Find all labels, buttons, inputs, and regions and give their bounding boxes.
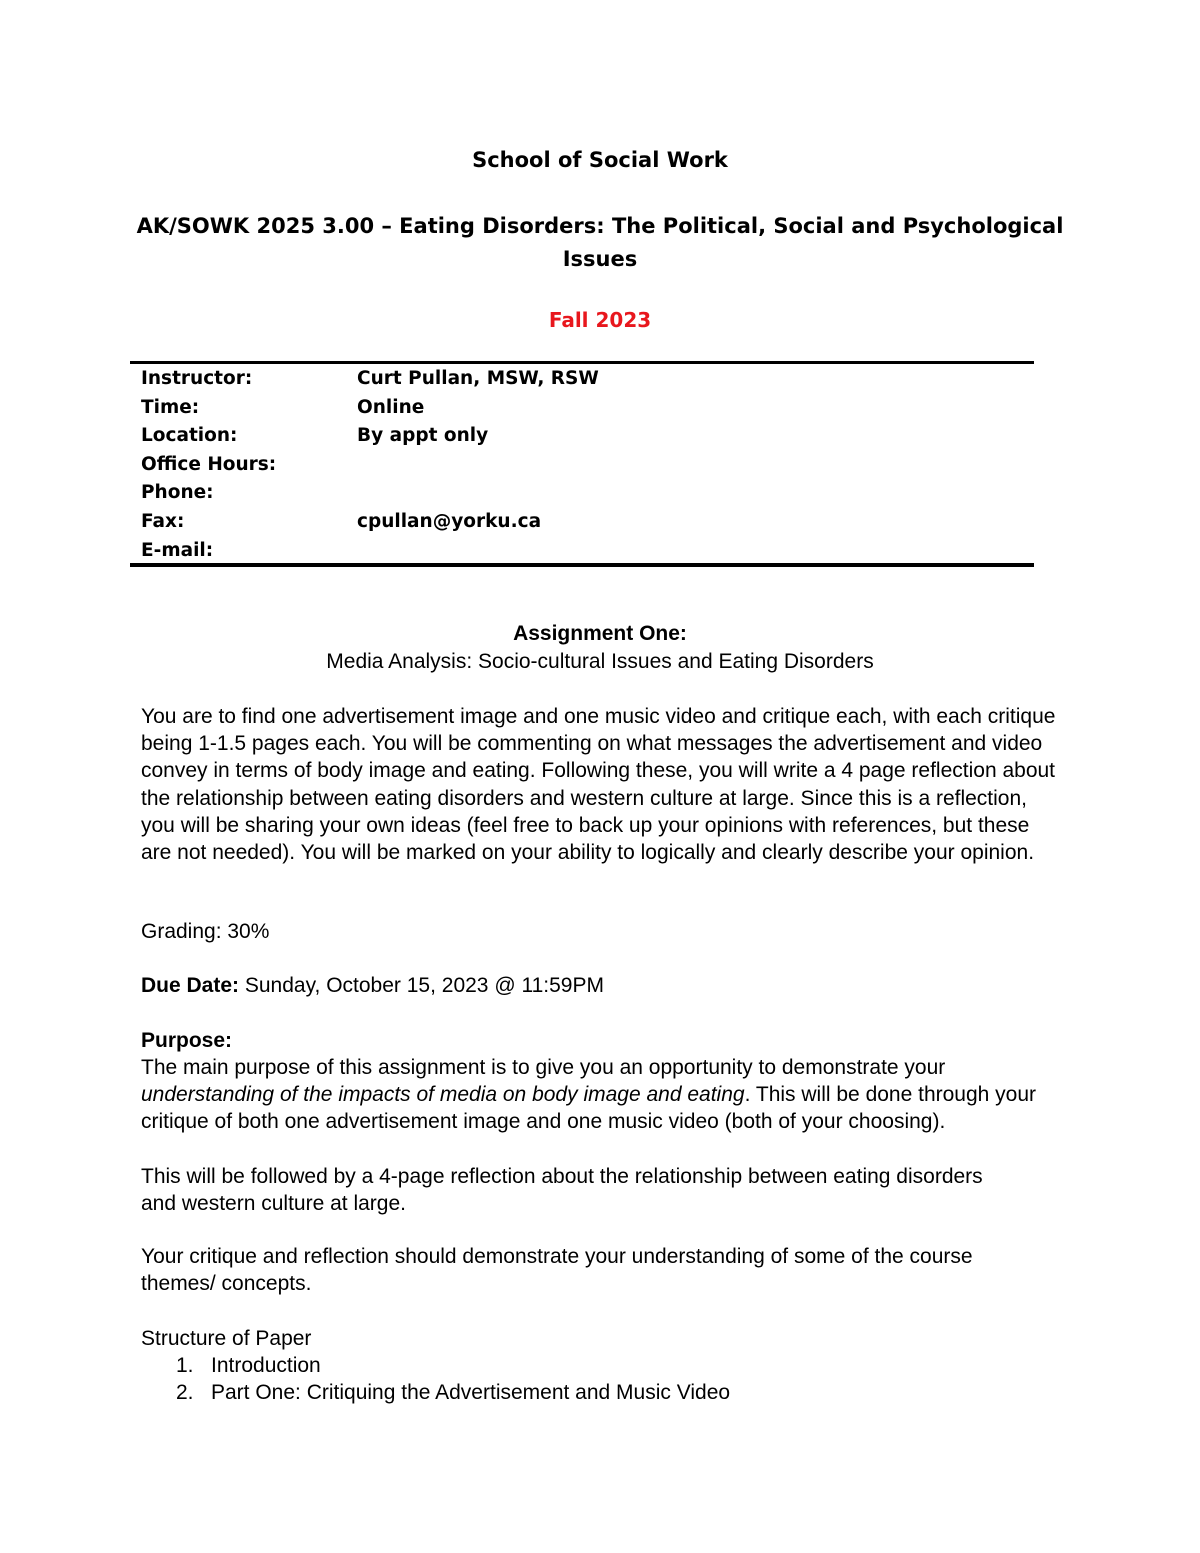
info-label: Fax:: [141, 510, 185, 532]
course-title-line-2: Issues: [562, 247, 638, 271]
course-title-line-1: AK/SOWK 2025 3.00 – Eating Disorders: The Political, Social and Psychological: [136, 214, 1064, 238]
info-label: E-mail:: [141, 539, 214, 561]
info-value: cpullan@yorku.ca: [357, 510, 542, 532]
assignment-title: Assignment One:: [513, 622, 687, 645]
grading-line: Grading: 30%: [141, 920, 270, 943]
info-label: Time:: [141, 396, 200, 418]
table-top-rule: [130, 361, 1034, 364]
list-item-number: 1.: [176, 1354, 194, 1377]
info-label: Phone:: [141, 482, 214, 504]
school-name: School of Social Work: [472, 148, 728, 172]
due-date-value: Sunday, October 15, 2023 @ 11:59PM: [239, 974, 604, 997]
list-item-number: 2.: [176, 1381, 194, 1405]
term-label: Fall 2023: [548, 308, 652, 332]
purpose-text-a: The main purpose of this assignment is to give you an opportunity to demonstrate your: [141, 1056, 946, 1079]
table-bottom-rule: [130, 563, 1034, 567]
purpose-paragraph-2: This will be followed by a 4-page reflection about the relationship between eating disorders and western culture at large.: [141, 1165, 983, 1216]
info-value: Curt Pullan, MSW, RSW: [357, 368, 599, 389]
info-label: Location:: [141, 425, 238, 447]
due-date-line: [141, 972, 1071, 999]
info-value: By appt only: [357, 425, 489, 447]
purpose-heading: Purpose:: [141, 1029, 233, 1052]
list-item-text: Part One: Critiquing the Advertisement and Music Video: [211, 1381, 731, 1405]
purpose-emphasis: understanding of the impacts of media on body image and eating: [141, 1083, 745, 1107]
assignment-description: You are to find one advertisement image and one music video and critique each, with each critique being 1-1.5 pages each. You will be commenting on what messages the advertisement and video convey in terms of body image and eating. Following these, you will write a 4 page reflection about the relationship between eating disorders and western culture at large. Since this is a reflection, you will be sharing your own ideas (feel free to back up your opinions with references, but these are not needed). You will be marked on your ability to logically and clearly describe your opinion.: [141, 705, 1056, 865]
course-title: [120, 210, 1080, 276]
purpose-text-b: . This will be done through your critique of both one advertisement image and one music video (both of your choosing).: [141, 1083, 1037, 1134]
info-label: Office Hours:: [141, 453, 277, 475]
due-date-label: Due Date:: [141, 974, 240, 997]
structure-heading: Structure of Paper: [141, 1327, 312, 1350]
purpose-paragraph-3: Your critique and reflection should demonstrate your understanding of some of the course themes/ concepts.: [141, 1245, 973, 1296]
purpose-paragraph-1: [141, 1054, 1056, 1136]
info-value: Online: [357, 396, 425, 418]
assignment-subtitle: Media Analysis: Socio-cultural Issues and Eating Disorders: [326, 650, 874, 673]
list-item-text: Introduction: [211, 1354, 321, 1377]
info-label: Instructor:: [141, 368, 253, 389]
